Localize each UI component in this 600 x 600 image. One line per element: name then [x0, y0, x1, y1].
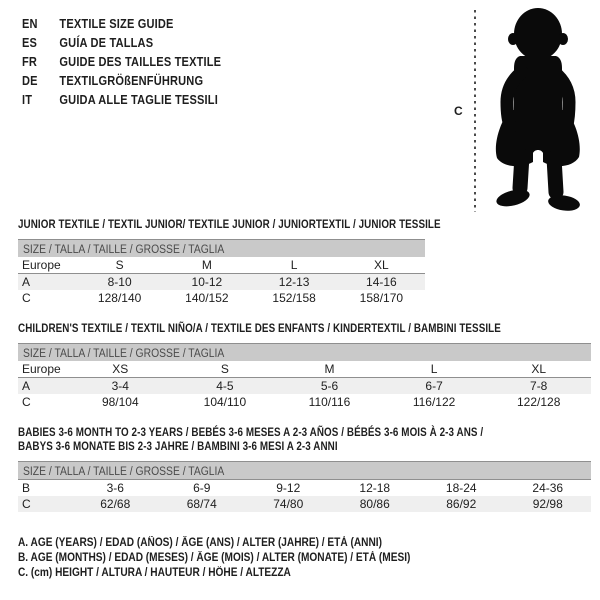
size-header-label: SIZE / TALLA / TAILLE / GRÖSSE / TAGLIA: [23, 244, 225, 256]
value-cell: 68/74: [159, 496, 246, 512]
children-size-table: [18, 361, 591, 410]
section-title-line2: BABYS 3-6 MONATE BIS 2-3 JAHRE / BAMBINI 3-6 MESI A 2-3 ANNI: [18, 439, 338, 453]
lang-row-es: [22, 33, 221, 52]
value-cell: 128/140: [97, 291, 142, 305]
table-row: [18, 257, 425, 274]
value-cell: 104/110: [203, 395, 247, 409]
row-label-cell: Europe: [18, 361, 68, 378]
value-cell: 98/104: [101, 395, 139, 409]
lang-row-fr: [22, 52, 221, 71]
value-cell: 3-6: [106, 481, 124, 495]
height-measure-label: C: [454, 104, 463, 118]
dotted-height-line: [474, 10, 476, 212]
value-cell: 12-18: [359, 481, 391, 495]
lang-title: GUÍA DE TALLAS: [59, 35, 154, 50]
section-title-block: [18, 425, 591, 453]
size-header-bar: [18, 343, 591, 361]
footnote-legend: [18, 536, 464, 581]
lang-title: TEXTILE SIZE GUIDE: [59, 16, 174, 31]
value-cell: 14-16: [338, 274, 425, 291]
row-label-cell: Europe: [18, 257, 76, 274]
babies-size-table: [18, 480, 591, 512]
table-row: [18, 496, 591, 512]
value-cell: L: [382, 361, 487, 378]
value-cell: 86/92: [418, 496, 505, 512]
section-babies-textile: [18, 425, 591, 512]
value-cell: 158/170: [359, 291, 404, 305]
section-title-block: [18, 217, 441, 231]
footnote-c: C. (cm) HEIGHT / ALTURA / HAUTEUR / HÖHE / ALTEZZA: [18, 567, 291, 579]
row-label-cell: C: [18, 496, 72, 512]
value-cell: M: [163, 257, 250, 274]
baby-silhouette-icon: [480, 6, 596, 216]
height-figure: [448, 6, 598, 218]
lang-title: TEXTILGRÖßENFÜHRUNG: [59, 73, 204, 88]
value-cell: 3-4: [68, 378, 173, 395]
value-cell: 92/98: [505, 496, 592, 512]
value-cell: 8-10: [76, 274, 163, 291]
value-cell: 116/122: [412, 395, 456, 409]
row-label-cell: A: [18, 274, 76, 291]
value-cell: 140/152: [185, 291, 229, 305]
value-cell: M: [277, 361, 382, 378]
section-children-textile: [18, 321, 591, 410]
row-label-cell: C: [22, 291, 31, 305]
lang-code: ES: [22, 35, 38, 50]
section-title: BABIES 3-6 MONTH TO 2-3 YEARS / BEBÉS 3-6 MESES A 2-3 AÑOS / BÉBÉS 3-6 MOIS À 2-3 ANS /: [18, 425, 484, 439]
lang-code: FR: [22, 54, 38, 69]
value-cell: XL: [338, 257, 425, 274]
value-cell: 4-5: [173, 378, 278, 395]
value-cell: 80/86: [332, 496, 419, 512]
value-cell: XS: [68, 361, 173, 378]
value-cell: 62/68: [72, 496, 159, 512]
section-title-block: [18, 321, 591, 335]
value-cell: 152/158: [272, 291, 316, 305]
lang-row-it: [22, 90, 221, 109]
section-junior-textile: [18, 217, 441, 306]
table-row: [18, 394, 591, 410]
table-row: [18, 378, 591, 395]
value-cell: L: [251, 257, 338, 274]
value-cell: 18-24: [445, 481, 477, 495]
table-row: [18, 480, 591, 496]
junior-size-table: [18, 257, 425, 306]
lang-code: IT: [22, 92, 33, 107]
value-cell: 10-12: [163, 274, 250, 291]
footnote-a: A. AGE (YEARS) / EDAD (AÑOS) / ÂGE (ANS) / ALTER (JAHRE) / ETÀ (ANNI): [18, 537, 382, 549]
value-cell: 122/128: [516, 395, 561, 409]
table-row: [18, 290, 425, 306]
footnote-b: B. AGE (MONTHS) / EDAD (MESES) / ÂGE (MOIS) / ALTER (MONATE) / ETÀ (MESI): [18, 552, 411, 564]
value-cell: 74/80: [245, 496, 332, 512]
size-header-label: SIZE / TALLA / TAILLE / GRÖSSE / TAGLIA: [23, 466, 225, 478]
lang-title: GUIDE DES TAILLES TEXTILE: [59, 54, 222, 69]
value-cell: XL: [486, 361, 591, 378]
lang-row-de: [22, 71, 221, 90]
size-header-bar: [18, 239, 425, 257]
section-title: CHILDREN'S TEXTILE / TEXTIL NIÑO/A / TEXTILE DES ENFANTS / KINDERTEXTIL / BAMBINI TESSILE: [18, 321, 501, 335]
lang-row-en: [22, 14, 221, 33]
value-cell: S: [76, 257, 163, 274]
value-cell: 24-36: [532, 481, 564, 495]
table-row: [18, 274, 425, 291]
value-cell: 12-13: [251, 274, 338, 291]
value-cell: 5-6: [277, 378, 382, 395]
table-row: [18, 361, 591, 378]
value-cell: S: [173, 361, 278, 378]
value-cell: 9-12: [276, 481, 301, 495]
value-cell: 110/116: [308, 395, 351, 409]
row-label-cell: C: [22, 395, 31, 409]
row-label-cell: A: [18, 378, 68, 395]
section-title: JUNIOR TEXTILE / TEXTIL JUNIOR/ TEXTILE JUNIOR / JUNIORTEXTIL / JUNIOR TESSILE: [18, 217, 441, 231]
lang-title: GUIDA ALLE TAGLIE TESSILI: [59, 92, 218, 107]
size-header-bar: [18, 461, 591, 480]
lang-code: DE: [22, 73, 38, 88]
language-legend: [22, 14, 256, 109]
value-cell: 6-9: [193, 481, 211, 495]
size-header-label: SIZE / TALLA / TAILLE / GRÖSSE / TAGLIA: [23, 348, 225, 360]
row-label-cell: B: [22, 481, 31, 495]
value-cell: 6-7: [382, 378, 487, 395]
lang-code: EN: [22, 16, 38, 31]
value-cell: 7-8: [486, 378, 591, 395]
